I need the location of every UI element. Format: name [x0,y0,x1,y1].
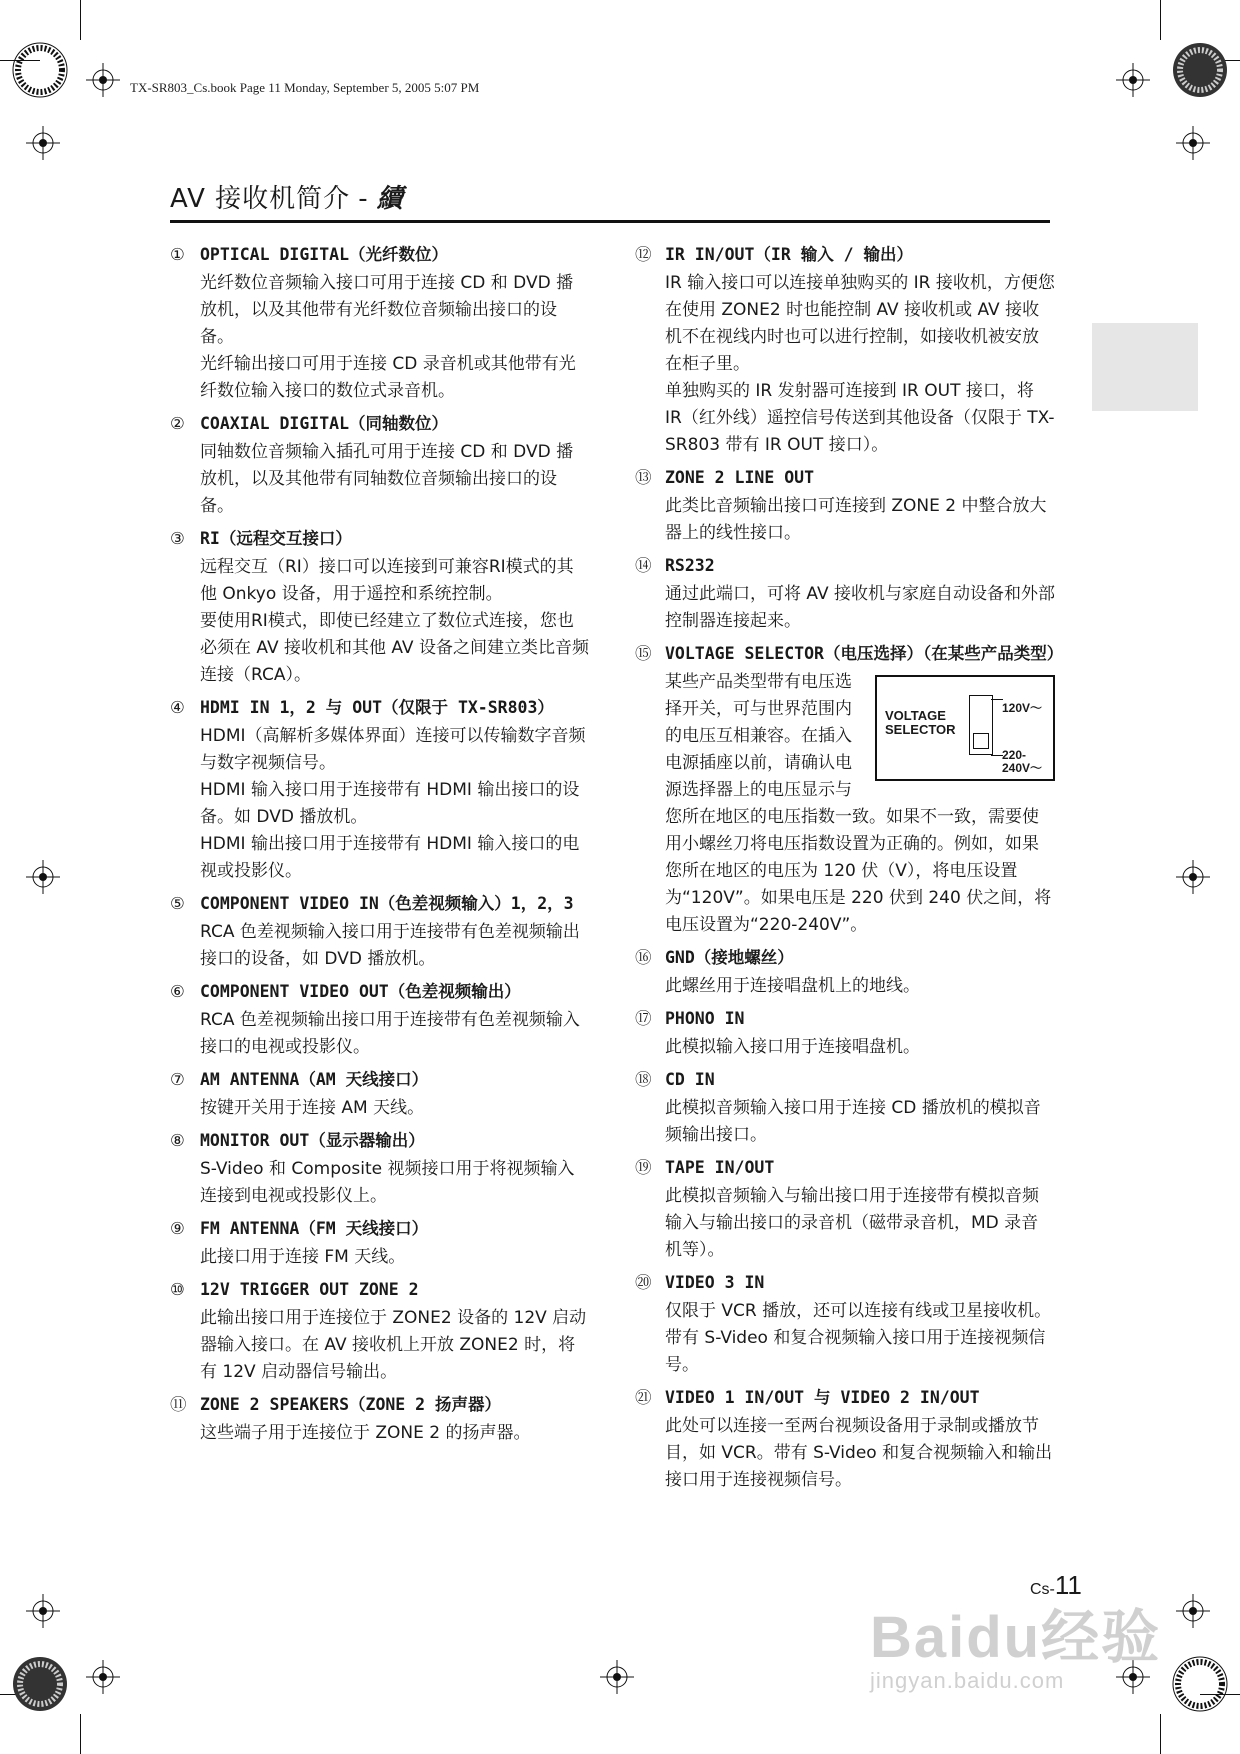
connector-item-body [635,581,1055,635]
item-title-text: PHONO IN [665,1009,745,1028]
connector-item-body [170,1420,590,1447]
connector-item-title [170,1390,590,1420]
connector-item-title [170,977,590,1007]
connector-item [635,943,1055,1000]
voltage-220-line2: 240V～ [1002,761,1043,775]
connector-item-title [170,1065,590,1095]
item-number: ④ [170,698,185,717]
registration-mark-right-middle [1176,860,1210,894]
item-title-text: RI（远程交互接口） [200,529,352,548]
connector-item-body [170,1244,590,1271]
item-paragraph: 此模拟输入接口用于连接唱盘机。 [665,1037,920,1057]
item-paragraph: 此螺丝用于连接唱盘机上的地线。 [665,976,920,996]
voltage-label-line1: VOLTAGE [885,708,946,723]
item-number: ⑥ [170,982,185,1001]
connector-item [635,463,1055,547]
item-paragraph: HDMI 输入接口用于连接带有 HDMI 输出接口的设备。如 DVD 播放机。 [200,780,580,827]
item-number: ⑭ [635,556,652,575]
connector-item-title [170,524,590,554]
item-title-text: AM ANTENNA（AM 天线接口） [200,1070,429,1089]
watermark-logo: Baidu经验 [870,1605,1162,1670]
item-paragraph: 按键开关用于连接 AM 天线。 [200,1098,425,1118]
connector-item [170,524,590,689]
registration-mark-bottom-center [600,1660,634,1694]
connector-item-body [170,723,590,885]
connector-item-body [635,1183,1055,1264]
voltage-220-label [1002,749,1042,775]
connector-item-title [635,240,1055,270]
connector-item [170,240,590,405]
connector-item [635,240,1055,459]
item-number: ㉑ [635,1388,652,1407]
page-number-prefix: Cs- [1030,1581,1055,1598]
item-paragraph: 要使用RI模式，即使已经建立了数位式连接，您也必须在 AV 接收机和其他 AV 设备之间建立类比音频连接（RCA）。 [200,611,589,685]
page-title-text: AV 接收机简介 [170,184,351,214]
connector-item [170,889,590,973]
connector-item [170,1065,590,1122]
file-info: TX-SR803_Cs.book Page 11 Monday, September 5, 2005 5:07 PM [130,80,480,95]
item-paragraph: 这些端子用于连接位于 ZONE 2 的扬声器。 [200,1423,531,1443]
connector-item [635,1383,1055,1494]
item-title-text: COMPONENT VIDEO OUT（色差视频输出） [200,982,521,1001]
item-paragraph: HDMI（高解析多媒体界面）连接可以传输数字音频与数字视频信号。 [200,726,586,773]
item-number: ⑩ [170,1280,185,1299]
connector-item-title [635,1153,1055,1183]
sunburst-mark-bottom-left [12,1656,68,1712]
connector-item-body [635,669,1055,939]
item-paragraph: 仅限于 VCR 播放，还可以连接有线或卫星接收机。带有 S-Video 和复合视频输入接口用于连接视频信号。 [665,1301,1052,1375]
item-title-text: VOLTAGE SELECTOR（电压选择）（在某些产品类型） [665,644,1064,663]
connector-item-body [635,1034,1055,1061]
connector-item-title [170,240,590,270]
item-number: ② [170,414,185,433]
item-paragraph: S-Video 和 Composite 视频接口用于将视频输入连接到电视或投影仪上。 [200,1159,575,1206]
item-title-text: CD IN [665,1070,715,1089]
connector-item-body [635,493,1055,547]
registration-mark-left-middle [26,860,60,894]
sunburst-mark-top-left [12,42,68,98]
registration-mark-bottom-left [86,1660,120,1694]
item-number: ① [170,245,185,264]
connector-item-title [635,551,1055,581]
connector-item-body [170,439,590,520]
item-paragraph: 光纤数位音频输入接口可用于连接 CD 和 DVD 播放机，以及其他带有光纤数位音频输出接口的设备。 [200,273,574,347]
voltage-selector-figure [875,675,1055,781]
item-number: ③ [170,529,185,548]
registration-mark-left-upper [26,126,60,160]
voltage-label-line2: SELECTOR [885,722,956,737]
item-number: ⑪ [170,1395,187,1414]
registration-mark-top-center-left [86,63,120,97]
item-paragraph: IR 输入接口可以连接单独购买的 IR 接收机，方便您在使用 ZONE2 时也能控制 AV 接收机或 AV 接收机不在视线内时也可以进行控制，如接收机被安放在柜子里。 [665,273,1055,374]
left-column [170,240,590,1451]
registration-mark-left-lower [26,1594,60,1628]
connector-item-body [170,919,590,973]
item-title-text: TAPE IN/OUT [665,1158,775,1177]
item-paragraph: 此处可以连接一至两台视频设备用于录制或播放节目，如 VCR。带有 S-Video 和复合视频输入和输出接口用于连接视频信号。 [665,1416,1053,1490]
connector-item-title [635,1065,1055,1095]
item-title-text: FM ANTENNA（FM 天线接口） [200,1219,429,1238]
item-paragraph: 单独购买的 IR 发射器可连接到 IR OUT 接口，将 IR（红外线）遥控信号传送到其他设备（仅限于 TX-SR803 带有 IR OUT 接口）。 [665,381,1055,455]
title-continued: 續 [376,184,404,214]
item-title-text: ZONE 2 SPEAKERS（ZONE 2 扬声器） [200,1395,502,1414]
page-header [170,178,1050,223]
connector-item [635,1065,1055,1149]
item-title-text: OPTICAL DIGITAL（光纤数位） [200,245,449,264]
connector-item-body [635,270,1055,459]
connector-item-title [635,639,1064,669]
title-dash: - [358,184,369,214]
item-paragraph: HDMI 输出接口用于连接带有 HDMI 输入接口的电视或投影仪。 [200,834,580,881]
item-paragraph: 此模拟音频输入接口用于连接 CD 播放机的模拟音频输出接口。 [665,1098,1041,1145]
connector-item [170,1214,590,1271]
item-number: ⑯ [635,948,652,967]
connector-item [635,1268,1055,1379]
connector-item-title [170,1126,590,1156]
item-number: ⑱ [635,1070,652,1089]
item-title-text: HDMI IN 1，2 与 OUT（仅限于 TX-SR803） [200,698,554,717]
item-title-text: RS232 [665,556,715,575]
watermark [870,1590,1161,1694]
item-title-text: ZONE 2 LINE OUT [665,468,815,487]
connector-item-body [170,1095,590,1122]
connector-item-body [635,973,1055,1000]
item-paragraph: 某些产品类型带有电压选择开关，可与世界范围内的电压互相兼容。在插入电源插座以前，请确认电源选择器上的电压显示与您所在地区的电压指数一致。如果不一致，需要使用小螺丝刀将电压指数设置为正确的。例如，如果您所在地区的电压为 120 伏（V），将电压设置为“120V”。如果电压是 220 伏到 240 伏之间，将电压设置为“220-240V”。 [665,672,1052,935]
sunburst-mark-bottom-right [1172,1656,1228,1712]
connector-item [170,409,590,520]
connector-item [635,551,1055,635]
right-column [635,240,1064,1498]
connector-item-title [635,1383,1055,1413]
item-title-text: 12V TRIGGER OUT ZONE 2 [200,1280,419,1299]
item-title-text: VIDEO 1 IN/OUT 与 VIDEO 2 IN/OUT [665,1388,980,1407]
item-title-text: IR IN/OUT（IR 输入 / 输出） [665,245,914,264]
connector-item-title [170,889,590,919]
connector-item-body [635,1095,1055,1149]
item-number: ⑬ [635,468,652,487]
item-paragraph: 此输出接口用于连接位于 ZONE2 设备的 12V 启动器输入接口。在 AV 接收机上开放 ZONE2 时，将有 12V 启动器信号输出。 [200,1308,587,1382]
voltage-220-line1: 220- [1002,748,1027,762]
item-paragraph: 同轴数位音频输入插孔可用于连接 CD 和 DVD 播放机，以及其他带有同轴数位音频输出接口的设备。 [200,442,574,516]
connector-item-body [170,554,590,689]
connector-item [635,1153,1055,1264]
item-paragraph: 此模拟音频输入与输出接口用于连接带有模拟音频输入与输出接口的录音机（磁带录音机，MD 录音机等）。 [665,1186,1039,1260]
side-tab [1092,323,1198,411]
item-number: ⑨ [170,1219,185,1238]
connector-item-body [635,1413,1055,1494]
item-number: ⑲ [635,1158,652,1177]
connector-item-body [170,1305,590,1386]
item-paragraph: 远程交互（RI）接口可以连接到可兼容RI模式的其他 Onkyo 设备，用于遥控和系统控制。 [200,557,574,604]
item-number: ⑰ [635,1009,652,1028]
connector-item [170,1390,590,1447]
item-title-text: MONITOR OUT（显示器输出） [200,1131,425,1150]
item-paragraph: RCA 色差视频输出接口用于连接带有色差视频输入接口的电视或投影仪。 [200,1010,580,1057]
item-number: ⑮ [635,644,652,663]
connector-item-body [170,1156,590,1210]
connector-item-title [170,409,590,439]
connector-item-title [635,943,1055,973]
item-paragraph: RCA 色差视频输入接口用于连接带有色差视频输出接口的设备，如 DVD 播放机。 [200,922,580,969]
registration-mark-top-center-right [1116,63,1150,97]
item-number: ⑧ [170,1131,185,1150]
connector-item-title [170,1214,590,1244]
registration-mark-right-lower [1176,1594,1210,1628]
connector-item [170,1126,590,1210]
connector-item [170,693,590,885]
connector-item-title [170,693,590,723]
item-paragraph: 此接口用于连接 FM 天线。 [200,1247,406,1267]
connector-item [635,1004,1055,1061]
registration-mark-right-upper [1176,126,1210,160]
item-title-text: VIDEO 3 IN [665,1273,765,1292]
connector-item-title [635,1268,1055,1298]
item-paragraph: 通过此端口，可将 AV 接收机与家庭自动设备和外部控制器连接起来。 [665,584,1055,631]
connector-item [170,977,590,1061]
page-number-value: 11 [1054,1570,1082,1600]
sunburst-mark-top-right [1172,42,1228,98]
item-title-text: COMPONENT VIDEO IN（色差视频输入）1，2，3 [200,894,574,913]
item-title-text: COAXIAL DIGITAL（同轴数位） [200,414,449,433]
connector-item-title [635,463,1055,493]
voltage-switch-knob [973,733,989,749]
connector-item-body [170,1007,590,1061]
item-paragraph: 光纤输出接口可用于连接 CD 录音机或其他带有光纤数位输入接口的数位式录音机。 [200,354,576,401]
item-number: ⑫ [635,245,652,264]
page-title [170,184,404,214]
connector-item-body [170,270,590,405]
connector-item [635,639,1064,939]
voltage-120-label: 120V～ [1002,701,1043,715]
voltage-selector-label [885,709,956,737]
item-paragraph: 此类比音频输出接口可连接到 ZONE 2 中整合放大器上的线性接口。 [665,496,1047,543]
item-title-text: GND（接地螺丝） [665,948,794,967]
item-number: ⑦ [170,1070,185,1089]
watermark-url: jingyan.baidu.com [870,1668,1065,1693]
item-number: ⑤ [170,894,185,913]
connector-item-body [635,1298,1055,1379]
connector-item-title [635,1004,1055,1034]
connector-item-title [170,1275,590,1305]
connector-item [170,1275,590,1386]
item-number: ⑳ [635,1273,652,1292]
